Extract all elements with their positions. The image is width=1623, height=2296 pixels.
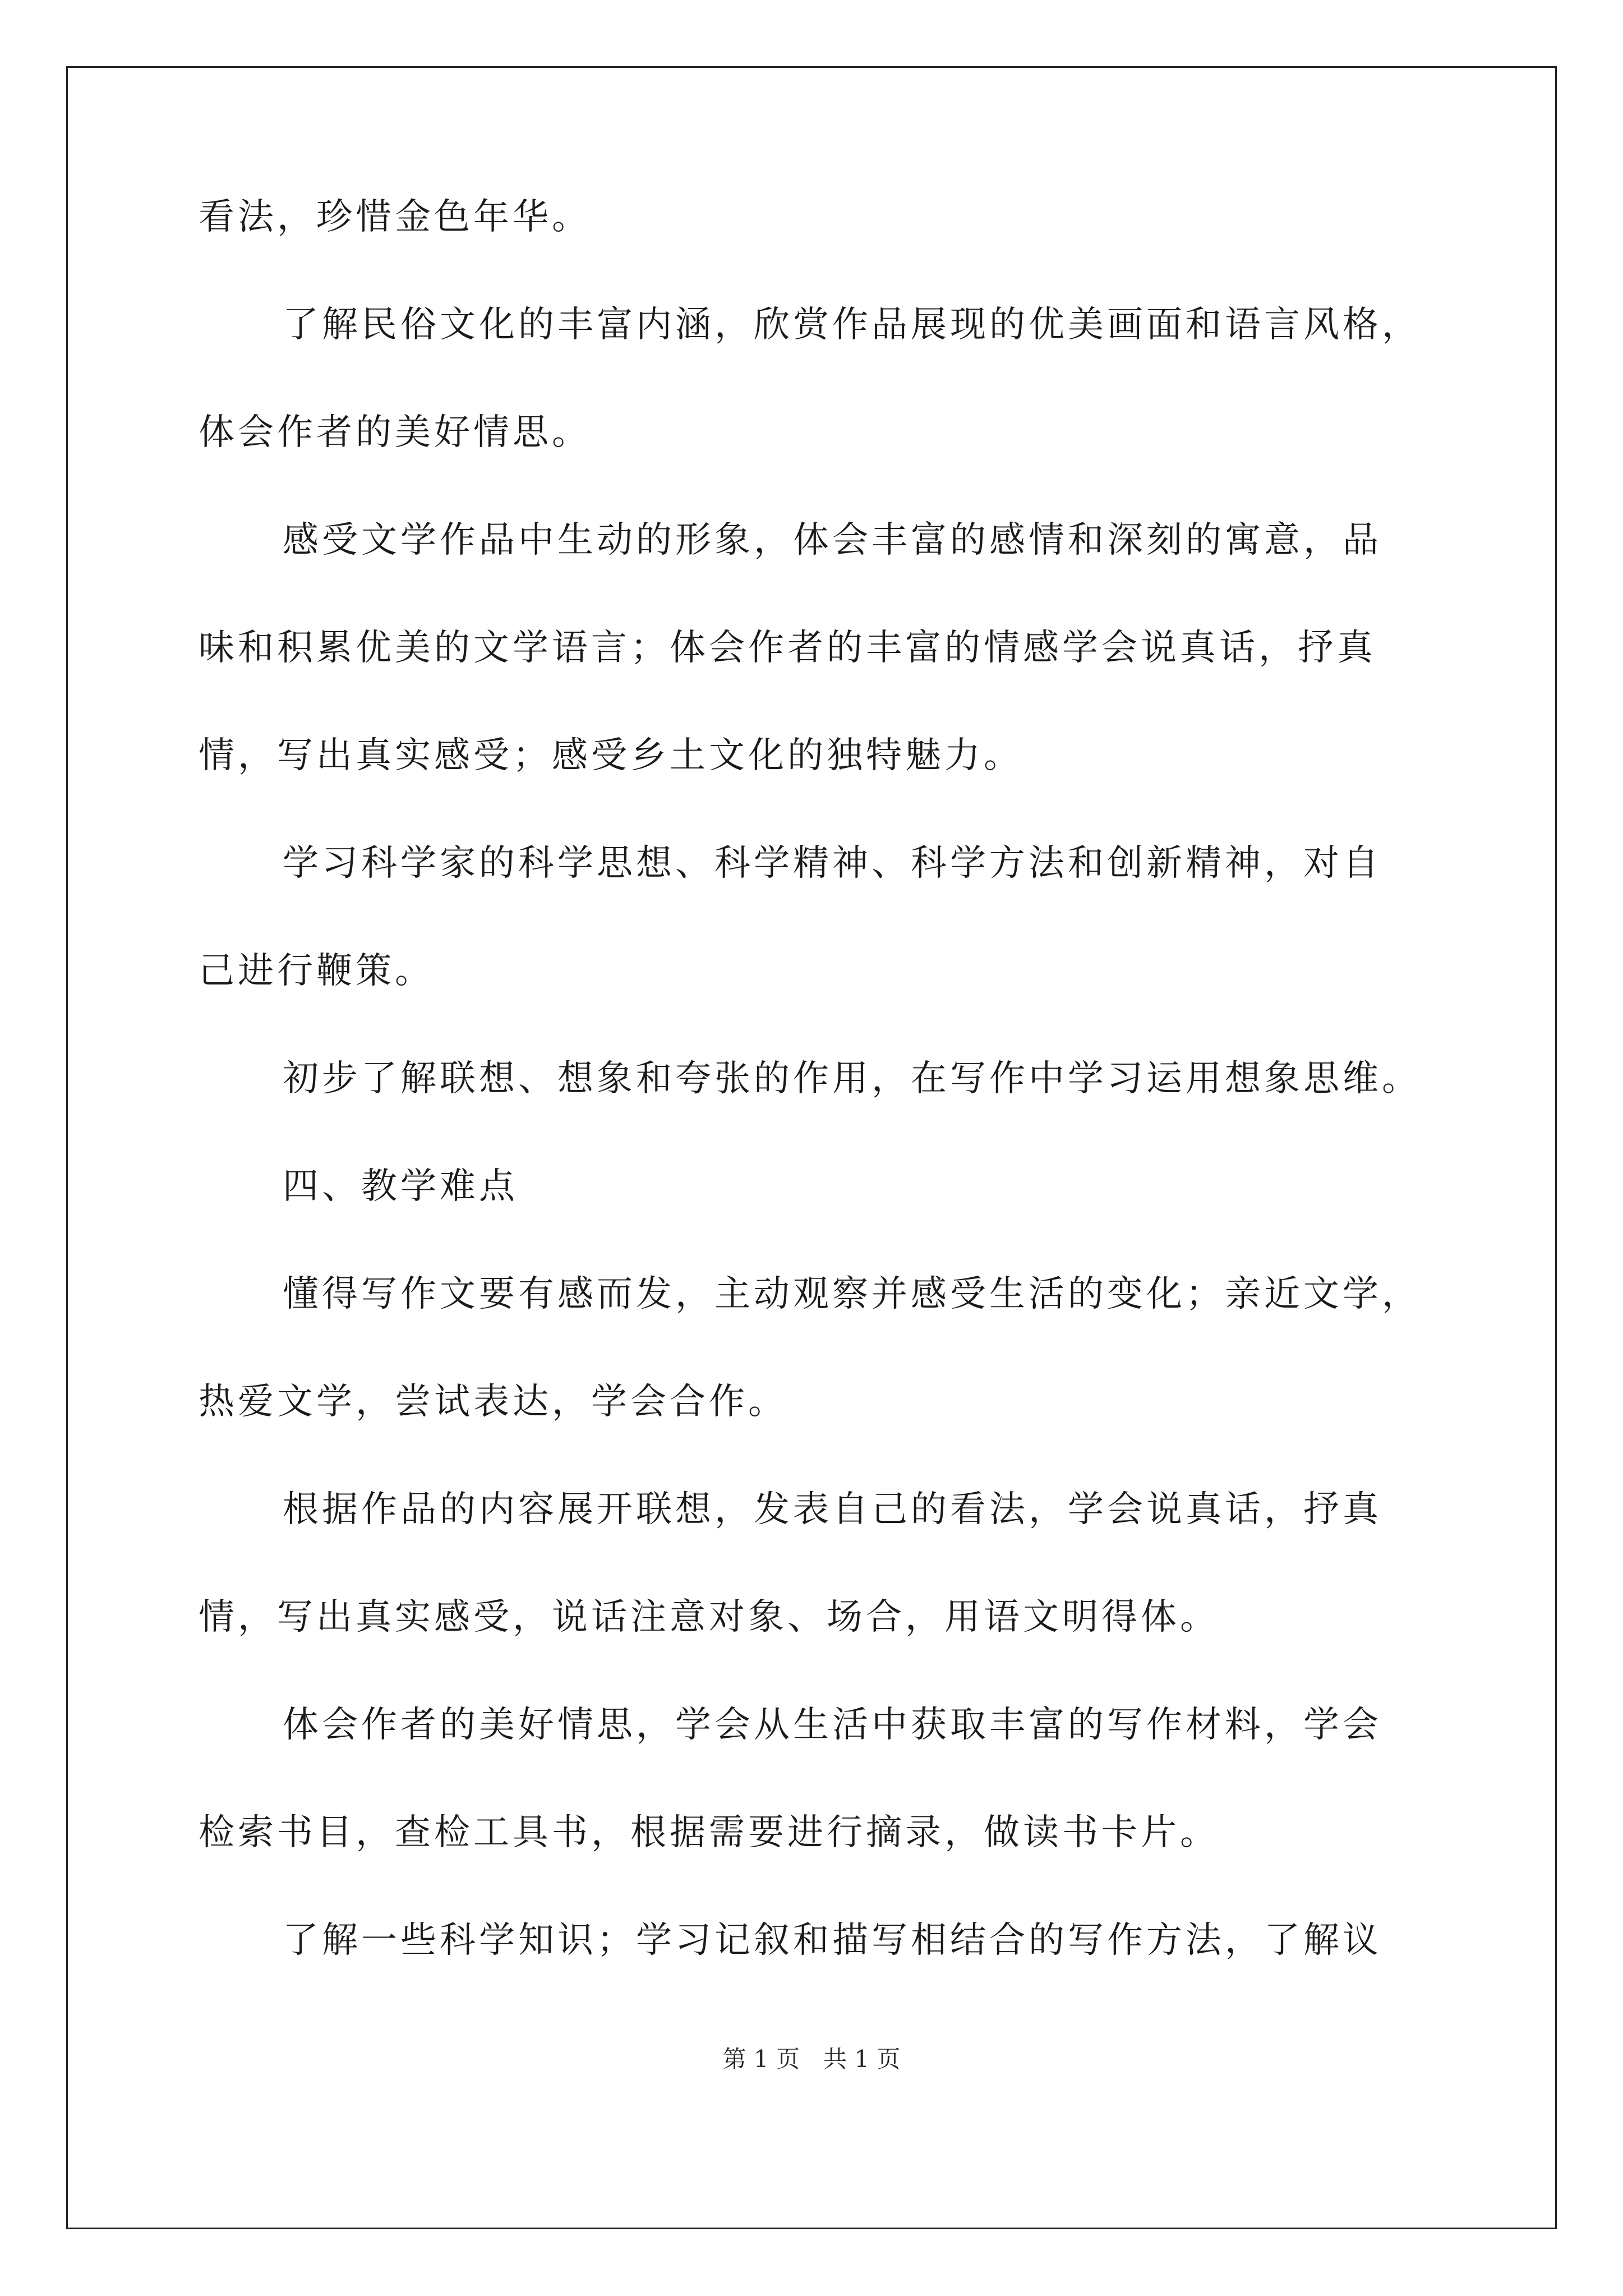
text-line: 味和积累优美的文学语言；体会作者的丰富的情感学会说真话，抒真 [199, 627, 1376, 669]
text-line: 检索书目，查检工具书，根据需要进行摘录，做读书卡片。 [199, 1812, 1219, 1853]
document-body [199, 196, 1432, 1961]
text-line: 情，写出真实感受，说话注意对象、场合，用语文明得体。 [199, 1596, 1219, 1638]
text-line: 感受文学作品中生动的形象，体会丰富的感情和深刻的寓意，品 [283, 519, 1382, 561]
text-line: 学习科学家的科学思想、科学精神、科学方法和创新精神，对自 [283, 843, 1382, 884]
text-line: 了解一些科学知识；学习记叙和描写相结合的写作方法，了解议 [283, 1920, 1382, 1961]
page-number-label: 第 1 页 共 1 页 [722, 2045, 901, 2073]
text-line: 看法，珍惜金色年华。 [199, 196, 591, 238]
text-line: 初步了解联想、想象和夸张的作用，在写作中学习运用想象思维。 [283, 1058, 1421, 1099]
section-heading: 四、教学难点 [283, 1166, 518, 1207]
text-line: 体会作者的美好情思，学会从生活中获取丰富的写作材料，学会 [283, 1704, 1382, 1746]
text-line: 热爱文学，尝试表达，学会合作。 [199, 1381, 787, 1423]
text-line: 懂得写作文要有感而发，主动观察并感受生活的变化；亲近文学， [283, 1273, 1421, 1315]
text-line: 己进行鞭策。 [199, 950, 434, 992]
page-footer [0, 2047, 1623, 2071]
text-line: 情，写出真实感受；感受乡土文化的独特魅力。 [199, 735, 1023, 776]
text-line: 体会作者的美好情思。 [199, 412, 591, 453]
text-line: 了解民俗文化的丰富内涵，欣赏作品展现的优美画面和语言风格， [283, 304, 1421, 346]
text-line: 根据作品的内容展开联想，发表自己的看法，学会说真话，抒真 [283, 1489, 1382, 1530]
